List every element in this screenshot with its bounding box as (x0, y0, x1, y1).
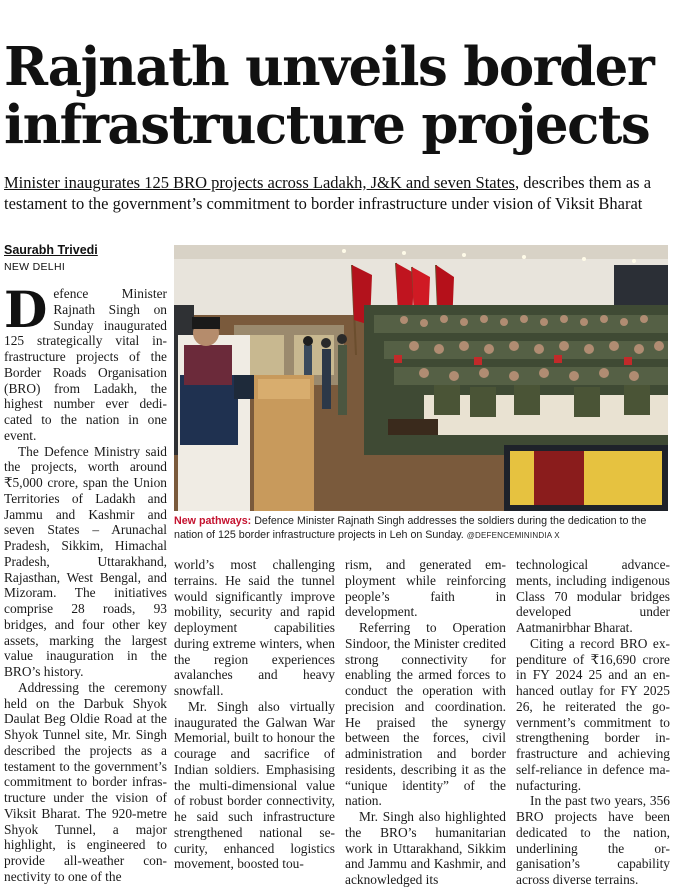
article-paragraph: rism, and generated employment while reinforcing people’s faith in development. (345, 557, 506, 620)
article-paragraph: The Defence Ministry said the projects, worth around ₹5,000 crore, span the Union Territories of Ladakh and Jammu and Kashmir and seven States – Arunachal Pradesh, Sikkim, Himachal Pradesh, Uttarakhand, Rajasthan, West Bengal, and Mizoram. The initiatives comprise 28 roads, 93 bridges, and four other key assets, marking the largest value inauguration in the BRO’s history. (4, 443, 167, 679)
deck-rest: , describes them as a testament to the government’s commitment to border infrastructure under vision of Viksit Bharat (4, 173, 652, 213)
photo-caption (174, 514, 668, 543)
byline-author[interactable]: Saurabh Trivedi (4, 243, 98, 257)
article-paragraph: Citing a record BRO expenditure of ₹16,690 crore in FY 2024 25 and an enhanced outlay for FY 2025 26, he reiterated the government’s commitment to strengthening border infrastructure and achieving self-reliance in defence manufacturing. (516, 635, 670, 793)
caption-credit: @DEFENCEMININDIA X (466, 531, 560, 540)
deck-subheadline (4, 172, 676, 214)
caption-text: Defence Minister Rajnath Singh addresses the soldiers during the dedication to the nation of 125 border infrastructure projects in Leh on Sunday. (174, 515, 647, 541)
article-column-1 (4, 280, 167, 885)
paragraph-text: efence Minister Rajnath Singh on Sunday inaugurated 125 strategically vital infrastructure projects of the Border Roads Organisation (BRO) from Ladakh, the highest number ever dedicated to the nation in one event. (4, 286, 167, 443)
article-paragraph: Mr. Singh also virtually inaugurated the Galwan War Memorial, built to honour the courage and sacrifice of Indian soldiers. Emphasising the multi-dimensional value of robust border connectivity, he said such infrastructure strengthened national security, enhanced logistics movement, boosted tou- (174, 698, 335, 872)
article-paragraph: Addressing the ceremony held on the Darbuk Shyok Daulat Beg Oldie Road at the Shyok Tunnel site, Mr. Singh described the projects as a testament to the government’s commitment to border infrastructure under the vision of Viksit Bharat. The 920-metre Shyok Tunnel, a major highlight, is engineered to provide all-weather connectivity to one of the (4, 679, 167, 884)
deck-underlined: Minister inaugurates 125 BRO projects across Ladakh, J&K and seven States (4, 173, 515, 192)
article-photo (174, 245, 668, 511)
article-paragraph: In the past two years, 356 BRO projects have been dedicated to the nation, underlining the organisation’s capability across diverse terrains. (516, 793, 670, 887)
drop-cap: D (4, 280, 48, 339)
article-paragraph: Referring to Operation Sindoor, the Minister credited strong connectivity for enabling the armed forces to conduct the operation with precision and coordination. He praised the synergy between the forces, civil administration and border residents, describing it as the “unique identity” of the nation. (345, 620, 506, 809)
headline (4, 38, 676, 154)
article-paragraph: world’s most challenging terrains. He said the tunnel would significantly improve mobility, security and rapid deployment capabilities during extreme winters, when the region experiences avalanches and heavy snowfall. (174, 557, 335, 698)
article-paragraph: technological advancements, including indigenous Class 70 modular bridges developed under Aatmanirbhar Bharat. (516, 557, 670, 635)
article-column-4 (516, 557, 670, 888)
article-paragraph: Mr. Singh also highlighted the BRO’s humanitarian work in Uttarakhand, Sikkim and Jammu and Kashmir, and acknowledged its (345, 809, 506, 887)
caption-lead: New pathways: (174, 515, 252, 527)
article-column-2 (174, 557, 335, 872)
headline-line-1: Rajnath unveils border (4, 36, 654, 98)
headline-line-2: infrastructure projects (4, 94, 650, 156)
article-column-3 (345, 557, 506, 888)
dateline: NEW DELHI (4, 261, 66, 273)
article-paragraph (4, 280, 167, 444)
